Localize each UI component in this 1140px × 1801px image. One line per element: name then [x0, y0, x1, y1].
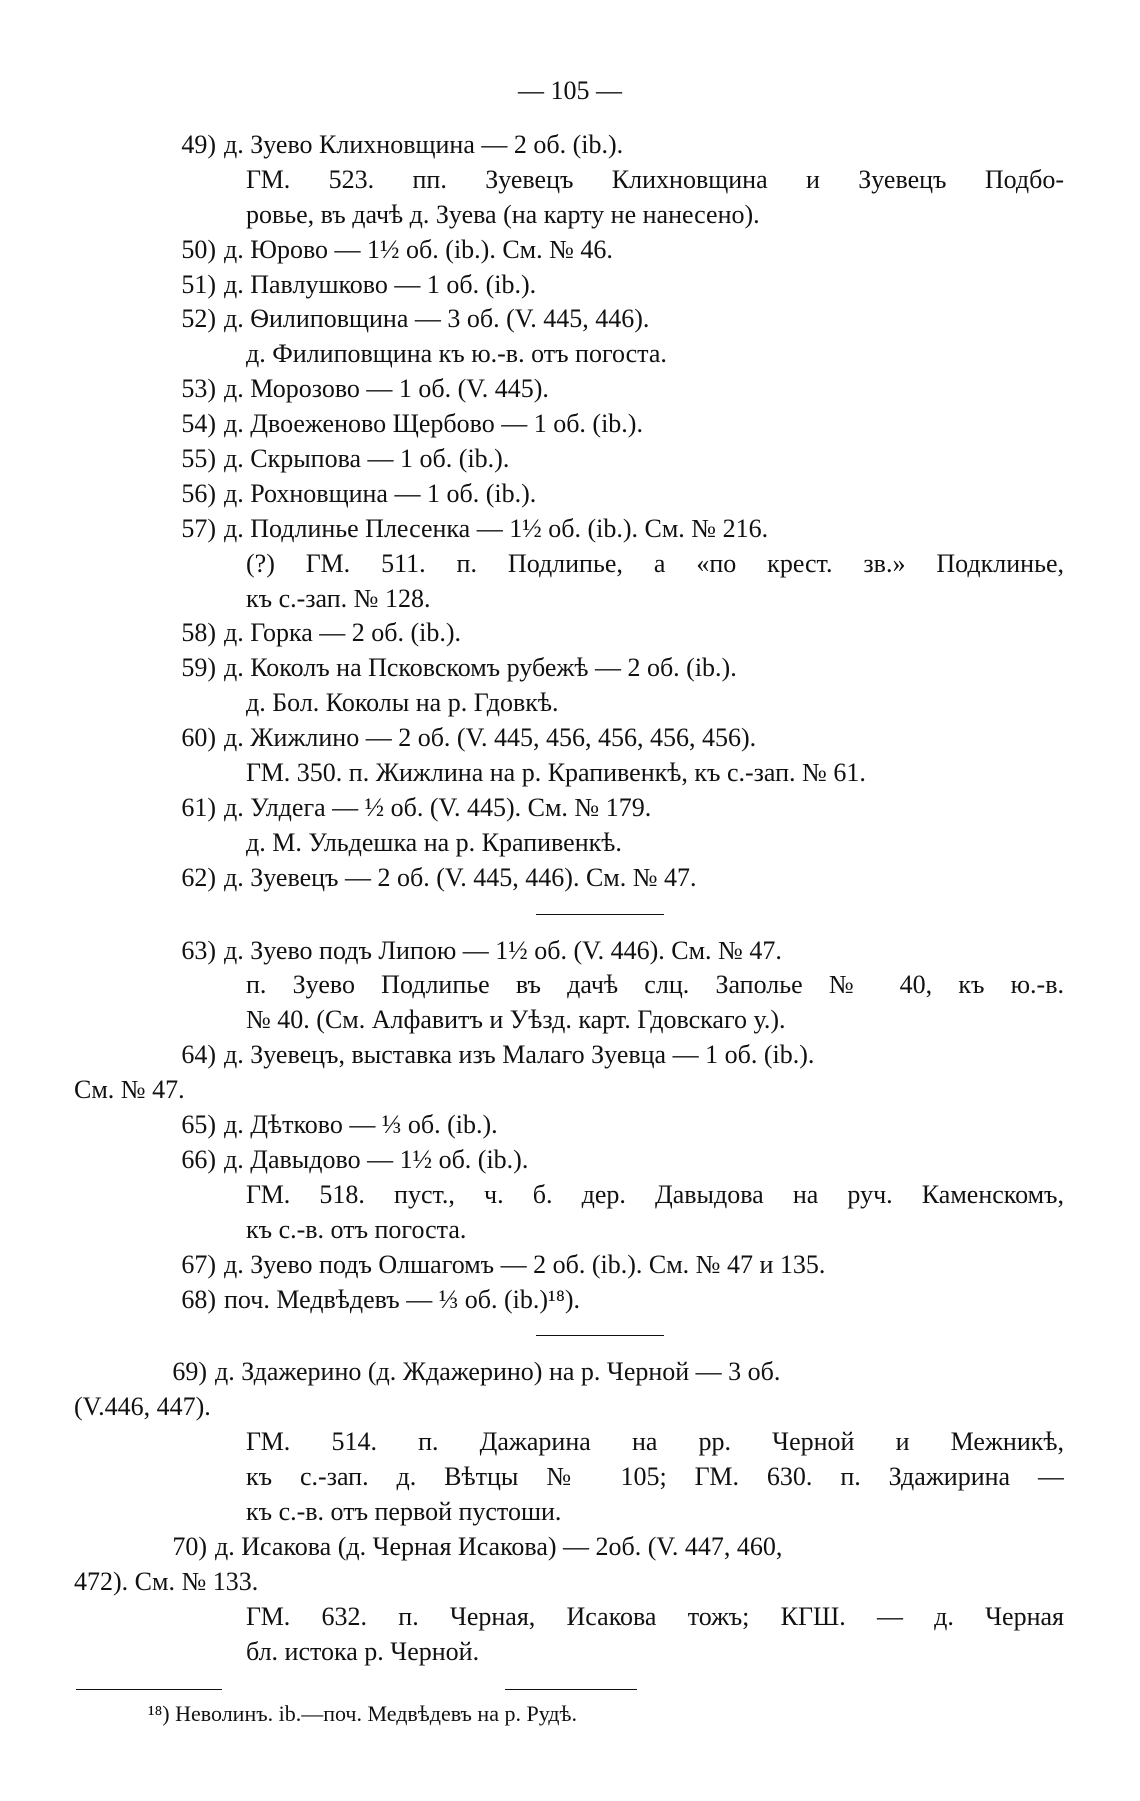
entry-line [74, 934, 1064, 969]
continuation-line: ровье, въ дачѣ д. Зуева (на карту не нанесено). [246, 199, 760, 229]
entry-text: д. Жижлино — 2 об. (V. 445, 456, 456, 456, 456). [224, 723, 757, 753]
entry-line [74, 616, 1064, 651]
entry-number: 62) [181, 862, 216, 892]
entry-number: 67) [181, 1249, 216, 1279]
entry-text: д. Коколъ на Псковскомъ рубежѣ — 2 об. (ib.). [224, 653, 737, 683]
continuation-line: къ с.-зап. д. Вѣтцы № 105; ГМ. 630. п. Здажирина — [246, 1462, 1064, 1492]
entry-text: д. Скрыпова — 1 об. (ib.). [224, 444, 510, 474]
entry-number: 66) [181, 1144, 216, 1174]
entry-line [74, 302, 1064, 337]
entry-text: поч. Медвѣдевъ — ⅓ об. (ib.)¹⁸). [224, 1284, 581, 1314]
continuation-line: ГМ. 518. пуст., ч. б. дер. Давыдова на руч. Каменскомъ, [246, 1179, 1064, 1209]
entry-line [74, 477, 1064, 512]
entry-text: д. Давыдово — 1½ об. (ib.). [224, 1144, 529, 1174]
continuation-line: д. М. Ульдешка на р. Крапивенкѣ. [246, 827, 622, 857]
entry-line [74, 512, 1064, 547]
entry-number: 55) [181, 444, 216, 474]
continuation-line: ГМ. 514. п. Дажарина на рр. Черной и Межникѣ, [246, 1427, 1064, 1457]
entry-line [74, 1143, 1064, 1178]
wrapped-line: 472). См. № 133. [74, 1566, 259, 1596]
entry-number: 50) [181, 234, 216, 264]
entry-number: 63) [181, 935, 216, 965]
continuation-line: ГМ. 632. п. Черная, Исакова тожъ; КГШ. — д. Черная [246, 1601, 1064, 1631]
entry-line [74, 128, 1064, 163]
wrapped-line: (V.446, 447). [74, 1392, 211, 1422]
entry-line [74, 721, 1064, 756]
entry-line [74, 442, 1064, 477]
entry-number: 60) [181, 723, 216, 753]
entry-number: 53) [181, 374, 216, 404]
entry-text: д. Исакова (д. Черная Исакова) — 2об. (V. 447, 460, [215, 1531, 783, 1561]
continuation-line: бл. истока р. Черной. [246, 1636, 480, 1666]
entry-text: д. Дѣтково — ⅓ об. (ib.). [224, 1110, 498, 1140]
page-number: — 105 — [518, 76, 622, 105]
entry-number: 54) [181, 409, 216, 439]
entry-line [74, 1108, 1064, 1143]
continuation-line: д. Бол. Коколы на р. Гдовкѣ. [246, 688, 559, 718]
entry-text: д. Ѳилиповщина — 3 об. (V. 445, 446). [224, 304, 650, 334]
entry-line [74, 791, 1064, 826]
entry-number: 64) [181, 1040, 216, 1070]
footnote: ¹⁸) Неволинъ. ib.—поч. Медвѣдевъ на р. Рудѣ. [148, 1701, 577, 1726]
entry-text: д. Морозово — 1 об. (V. 445). [224, 374, 549, 404]
continuation-line: п. Зуево Подлипье въ дачѣ слц. Заполье № 40, къ ю.-в. [246, 970, 1064, 1000]
entry-line [74, 233, 1064, 268]
entry-text: д. Зуевецъ — 2 об. (V. 445, 446). См. № 47. [224, 862, 697, 892]
continuation-line: № 40. (См. Алфавитъ и Уѣзд. карт. Гдовскаго у.). [246, 1005, 786, 1035]
entry-text: д. Двоеженово Щербово — 1 об. (ib.). [224, 409, 643, 439]
entry-line [74, 1038, 1064, 1073]
entry-text: д. Юрово — 1½ об. (ib.). См. № 46. [224, 234, 613, 264]
entry-number: 61) [181, 792, 216, 822]
entry-text: д. Подлинье Плесенка — 1½ об. (ib.). См. № 216. [224, 513, 769, 543]
entry-text: д. Рохновщина — 1 об. (ib.). [224, 478, 537, 508]
entry-text: д. Зуевецъ, выставка изъ Малаго Зуевца — 1 об. (ib.). [224, 1040, 815, 1070]
section-divider [74, 896, 1064, 934]
wrapped-line: См. № 47. [74, 1075, 185, 1105]
entry-line [74, 1248, 1064, 1283]
entry-line [74, 268, 1064, 303]
entry-line [74, 1355, 1064, 1390]
entry-line [74, 407, 1064, 442]
continuation-line: къ с.-в. отъ погоста. [246, 1214, 467, 1244]
continuation-line: д. Филиповщина къ ю.-в. отъ погоста. [246, 339, 667, 369]
entry-number: 69) [172, 1357, 207, 1387]
continuation-line: къ с.-в. отъ первой пустоши. [246, 1496, 562, 1526]
entry-line [74, 372, 1064, 407]
text-body [74, 128, 1064, 1669]
entry-text: д. Павлушково — 1 об. (ib.). [224, 269, 537, 299]
entry-line [74, 1283, 1064, 1318]
entry-text: д. Здажерино (д. Ждажерино) на р. Черной — 3 об. [215, 1357, 781, 1387]
entry-line [74, 861, 1064, 896]
entry-number: 70) [172, 1531, 207, 1561]
entry-number: 57) [181, 513, 216, 543]
entry-text: д. Зуево Клихновщина — 2 об. (ib.). [224, 130, 624, 159]
entry-number: 51) [181, 269, 216, 299]
entry-number: 68) [181, 1284, 216, 1314]
entry-line [74, 1530, 1064, 1565]
footnote-divider-left [76, 1689, 222, 1691]
entry-number: 52) [181, 304, 216, 334]
entry-number: 56) [181, 478, 216, 508]
entry-text: д. Зуево подъ Олшагомъ — 2 об. (ib.). См. № 47 и 135. [224, 1249, 826, 1279]
entry-number: 59) [181, 653, 216, 683]
continuation-line: (?) ГМ. 511. п. Подлипье, а «по крест. зв.» Подклинье, [246, 548, 1064, 578]
entry-number: 58) [181, 618, 216, 648]
continuation-line: къ с.-зап. № 128. [246, 583, 431, 613]
section-divider [74, 1317, 1064, 1355]
entry-line [74, 651, 1064, 686]
continuation-line: ГМ. 523. пп. Зуевецъ Клихновщина и Зуевецъ Подбо- [246, 164, 1064, 194]
entry-text: д. Улдега — ½ об. (V. 445). См. № 179. [224, 792, 652, 822]
entry-number: 65) [181, 1110, 216, 1140]
entry-text: д. Горка — 2 об. (ib.). [224, 618, 462, 648]
entry-number: 49) [181, 130, 216, 159]
footnote-divider-right [505, 1689, 637, 1691]
entry-text: д. Зуево подъ Липою — 1½ об. (V. 446). См. № 47. [224, 935, 782, 965]
continuation-line: ГМ. 350. п. Жижлина на р. Крапивенкѣ, къ с.-зап. № 61. [246, 758, 866, 788]
